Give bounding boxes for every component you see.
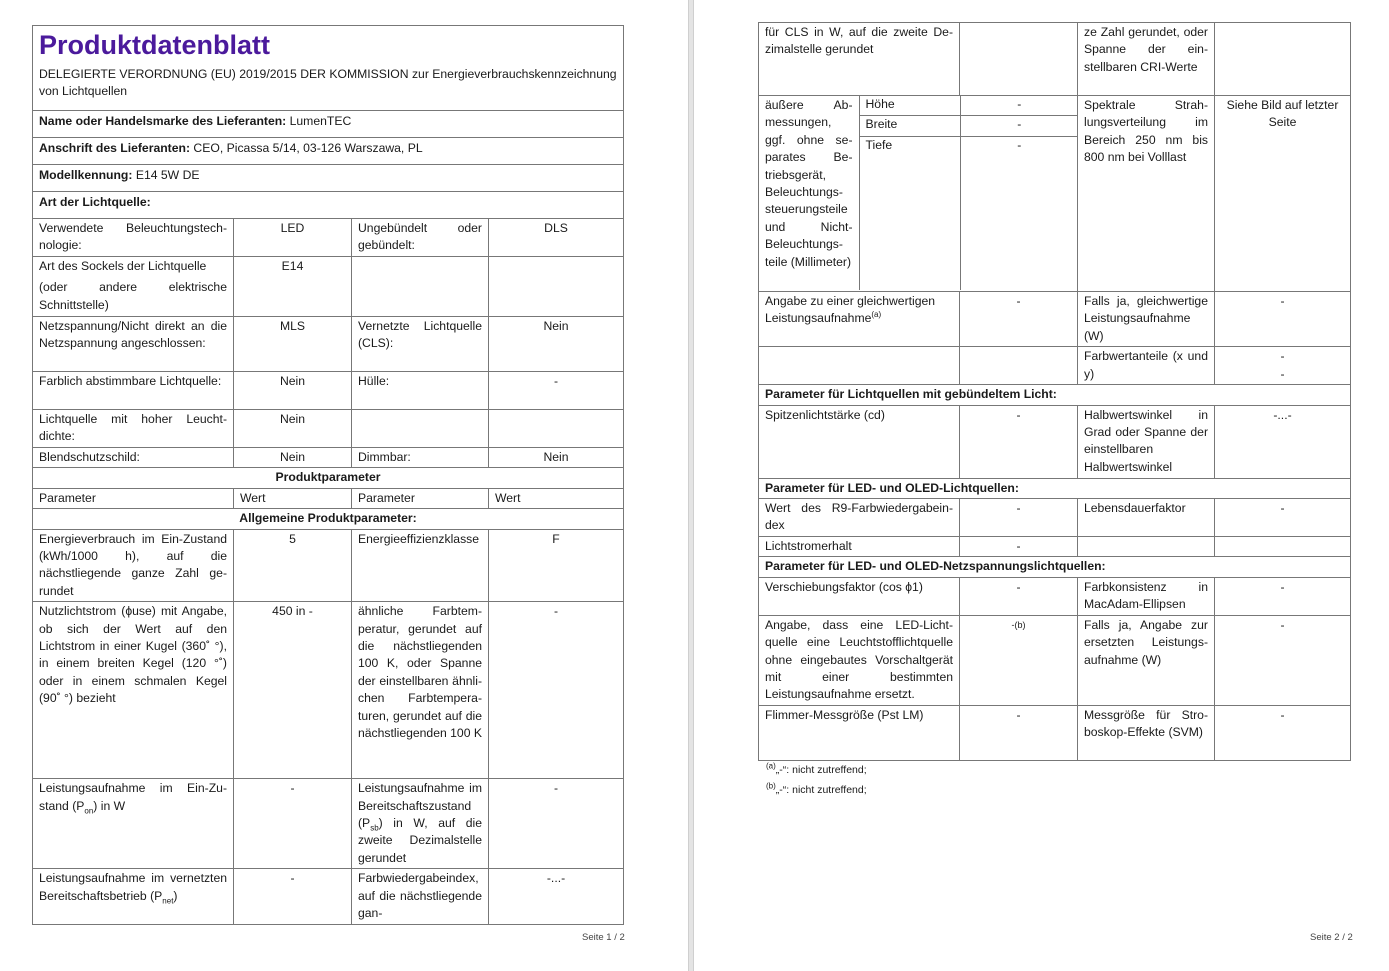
row-value: Nein (234, 372, 352, 410)
address-value: CEO, Picassa 5/14, 03-126 Warszawa, PL (193, 141, 423, 155)
row-label: Farbwertanteile (x und y) (1078, 347, 1215, 385)
table-row (759, 577, 1351, 615)
mains-header: Parameter für LED- und OLED-Netzspannungslichtquellen: (759, 557, 1351, 577)
page-number: Seite 2 / 2 (1310, 932, 1353, 943)
row-label (759, 292, 960, 347)
row-value: - (960, 705, 1078, 760)
label-subscript: on (84, 806, 94, 816)
row-value: - (489, 372, 624, 410)
page-title: Produktdatenblatt (39, 30, 271, 60)
row-value: - (960, 499, 1078, 537)
footnote-b (766, 783, 867, 797)
dimensions-inner (759, 96, 1078, 290)
row-value: E14 (234, 257, 352, 317)
row-value: - (1215, 705, 1351, 760)
row-label (33, 869, 234, 924)
table-row (33, 448, 624, 468)
general-params-header: Allgemeine Produktparameter: (33, 509, 624, 529)
row-label: ähnliche Farbtemperatur, gerundet auf die nächstliegenden 100 K, oder Spanne der einstellbaren ähnlichen Farbtemperaturen, gerundet auf die nächstliegenden 100 K (352, 602, 489, 779)
row-label: Energieverbrauch im Ein-Zustand (kWh/1000 h), auf die nächstliegende ganze Zahl gerundet (33, 529, 234, 602)
dimension-width-label: Breite (859, 116, 960, 136)
model-label: Modellkennung: (39, 168, 133, 182)
row-label: Vernetzte Lichtquelle (CLS): (352, 317, 489, 372)
row-value: - (1215, 292, 1351, 347)
row-label: Hülle: (352, 372, 489, 410)
row-value: F (489, 529, 624, 602)
row-label: Netzspannung/Nicht direkt an die Netzspannung angeschlossen: (33, 317, 234, 372)
row-value: - (489, 779, 624, 869)
chroma-y-value: - (1280, 366, 1285, 381)
dimensions-row (759, 96, 1351, 292)
row-value: LED (234, 219, 352, 257)
row-value: -...- (1215, 405, 1351, 478)
row-value: - (960, 537, 1078, 557)
label-text: ) (173, 888, 178, 903)
footnote-a (766, 763, 867, 777)
page-number: Seite 1 / 2 (582, 932, 625, 943)
address-label: Anschrift des Lieferanten: (39, 141, 191, 155)
address-row (33, 138, 624, 165)
dimension-depth-label: Tiefe (865, 137, 893, 152)
row-label (33, 779, 234, 869)
table-row (33, 779, 624, 869)
column-header: Parameter (352, 488, 489, 508)
footnote-mark: (a) (871, 310, 882, 320)
row-label: Lichtstromerhalt (759, 537, 960, 557)
table-row (759, 705, 1351, 760)
row-value (960, 347, 1078, 385)
model-row (33, 165, 624, 192)
table-row (759, 537, 1351, 557)
row-label: Blendschutzschild: (33, 448, 234, 468)
label-text: Angabe zu einer gleichwertigen Leistungsaufnahme (765, 294, 936, 326)
row-value: - (489, 602, 624, 779)
row-label: Flimmer-Messgröße (Pst LM) (759, 705, 960, 760)
table-row (33, 529, 624, 602)
row-label: Falls ja, Angabe zur ersetzten Leistungsaufnahme (W) (1078, 615, 1215, 705)
row-value: DLS (489, 219, 624, 257)
dimension-depth-value: - (960, 136, 1078, 290)
row-label: Lichtquelle mit hoher Leuchtdichte: (33, 410, 234, 448)
dimensions-cell (759, 96, 1078, 292)
table-row (33, 219, 624, 257)
row-value (489, 257, 624, 317)
row-label: Energieeffizienzklasse (352, 529, 489, 602)
row-label (1078, 537, 1215, 557)
row-label: Dimmbar: (352, 448, 489, 468)
footnote-mark: (a) (766, 761, 776, 771)
table-row (759, 292, 1351, 347)
row-label (352, 410, 489, 448)
label-subscript: net (162, 896, 174, 906)
row-label: ze Zahl gerundet, oder Spanne der einstellbaren CRI-Werte (1078, 23, 1215, 96)
table-row (759, 405, 1351, 478)
chroma-x-value: - (1280, 349, 1285, 364)
row-value: - (234, 779, 352, 869)
row-value: - (1215, 499, 1351, 537)
header-cell (33, 26, 624, 111)
row-label (33, 257, 234, 317)
row-value (960, 23, 1078, 96)
row-value: 5 (234, 529, 352, 602)
row-label: Falls ja, gleichwertige Leistungsaufnahme (W) (1078, 292, 1215, 347)
table-row (33, 317, 624, 372)
row-label (352, 257, 489, 317)
row-label: für CLS in W, auf die zweite Dezimalstelle gerundet (759, 23, 960, 96)
label-text: ) in W, auf die zweite Dezimalstelle gerundet (358, 816, 482, 865)
table-row (759, 347, 1351, 385)
table-row (33, 410, 624, 448)
footnote-text: „-“: nicht zutreffend; (775, 784, 867, 796)
socket-label: Art des Sockels der Lichtquelle (39, 259, 207, 273)
row-value: - (960, 405, 1078, 478)
row-label: Farblich abstimmbare Lichtquelle: (33, 372, 234, 410)
label-text: Leistungsaufnahme im Ein-Zustand (P (39, 781, 227, 813)
row-label: Lebensdauerfaktor (1078, 499, 1215, 537)
column-header-row (33, 488, 624, 508)
column-header: Wert (489, 488, 624, 508)
dimensions-label: äußere Abmessungen, ggf. ohne separates Betriebsgerät, Beleuchtungssteuerungsteile und Nicht-Beleuchtungsteile (Millimeter) (759, 96, 859, 290)
column-header: Parameter (33, 488, 234, 508)
table-row (759, 23, 1351, 96)
label-subscript: sb (370, 823, 379, 833)
row-value (489, 410, 624, 448)
row-value: Nein (234, 448, 352, 468)
supplier-row (33, 111, 624, 138)
row-value: Nein (234, 410, 352, 448)
dimension-height-value: - (960, 96, 1078, 116)
table-row (759, 615, 1351, 705)
row-value: - (960, 292, 1078, 347)
row-value: - (1215, 615, 1351, 705)
led-header: Parameter für LED- und OLED-Lichtquellen: (759, 478, 1351, 498)
row-value: - (960, 577, 1078, 615)
row-value: - (1215, 577, 1351, 615)
label-text: Leistungsaufnahme im vernetzten Bereitschaftsbetrieb (P (39, 871, 227, 903)
footnote-mark: (b) (766, 781, 776, 791)
row-label: Halbwertswinkel in Grad oder Spanne der einstellbaren Halbwertswinkel (1078, 405, 1215, 478)
row-value: Nein (489, 317, 624, 372)
row-label: Angabe, dass eine LED-Lichtquelle eine Leuchtstofflichtquelle ohne eingebautes Vorschaltgerät mit einer bestimmten Leistungsaufnahme ersetzt. (759, 615, 960, 705)
socket-label-sub: (oder andere elektrische Schnittstelle) (39, 280, 227, 312)
table-row (33, 869, 624, 924)
row-label: Ungebündelt oder gebündelt: (352, 219, 489, 257)
dimension-width-value: - (960, 116, 1078, 136)
supplier-label: Name oder Handelsmarke des Lieferanten: (39, 114, 287, 128)
supplier-value: LumenTEC (289, 114, 352, 128)
table-row (759, 499, 1351, 537)
page-1 (0, 0, 688, 971)
model-value: E14 5W DE (135, 168, 200, 182)
row-label: Farbwiedergabeindex, auf die nächstliegende gan- (352, 869, 489, 924)
regulation-text: DELEGIERTE VERORDNUNG (EU) 2019/2015 DER KOMMISSION zur Energieverbrauchskennzeichnung von Lichtquellen (39, 67, 617, 99)
row-label: Verwendete Beleuchtungstechnologie: (33, 219, 234, 257)
row-label (352, 779, 489, 869)
row-value (1215, 347, 1351, 385)
row-label (759, 347, 960, 385)
row-value: -...- (489, 869, 624, 924)
row-value: -(b) (960, 615, 1078, 705)
row-label: Spitzenlichtstärke (cd) (759, 405, 960, 478)
row-label: Nutzlichtstrom (ϕuse) mit Angabe, ob sich der Wert auf den Lichtstrom in einer Kugel (360˚ °), in einem breiten Kegel (120 °˚) oder in einem schmalen Kegel (90˚ °) bezieht (33, 602, 234, 779)
dimension-height-label: Höhe (865, 97, 895, 111)
row-value: 450 in - (234, 602, 352, 779)
label-text: Leistungsaufnahme im Bereitschaftszustand (P (358, 781, 482, 831)
column-header: Wert (234, 488, 352, 508)
row-label: Verschiebungsfaktor (cos ϕ1) (759, 577, 960, 615)
type-header: Art der Lichtquelle: (33, 192, 624, 219)
product-sheet-table-page2 (758, 22, 1351, 761)
table-row (33, 602, 624, 779)
product-sheet-table-page1 (32, 25, 624, 925)
footnote-text: „-“: nicht zutreffend; (775, 764, 867, 776)
directional-header: Parameter für Lichtquellen mit gebündeltem Licht: (759, 385, 1351, 405)
row-value: Siehe Bild auf letzter Seite (1215, 96, 1351, 292)
row-value (1215, 537, 1351, 557)
label-text: ) in W (93, 798, 126, 813)
row-value: - (234, 869, 352, 924)
row-label: Spektrale Strahlungsverteilung im Bereich 250 nm bis 800 nm bei Volllast (1078, 96, 1215, 292)
page-2 (694, 0, 1389, 971)
table-row (33, 372, 624, 410)
row-label: Messgröße für Stroboskop-Effekte (SVM) (1078, 705, 1215, 760)
table-row (33, 257, 624, 317)
row-label: Farbkonsistenz in MacAdam-Ellipsen (1078, 577, 1215, 615)
row-value: MLS (234, 317, 352, 372)
product-params-header: Produktparameter (33, 468, 624, 488)
row-label: Wert des R9-Farbwiedergabeindex (759, 499, 960, 537)
row-value (1215, 23, 1351, 96)
row-value: Nein (489, 448, 624, 468)
